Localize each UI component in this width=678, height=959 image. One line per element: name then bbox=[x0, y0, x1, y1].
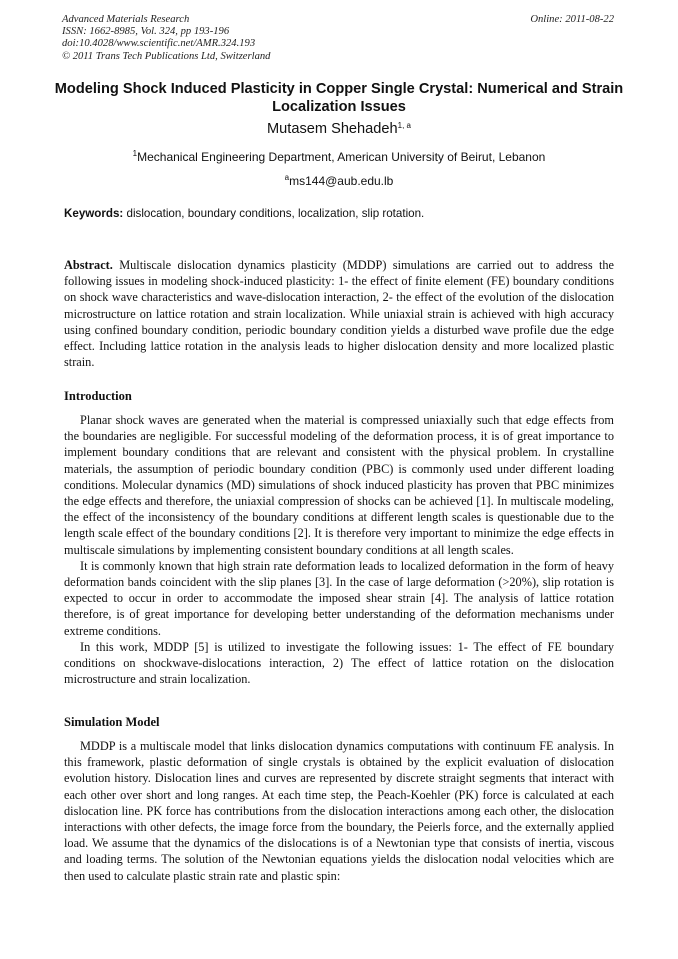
simulation-body bbox=[64, 738, 614, 884]
intro-paragraph: In this work, MDDP [5] is utilized to investigate the following issues: 1- The effect of FE boundary conditions on shockwave-dislocations interaction, 2) The effect of lattice rotation on the dislocation microstructure and strain localization. bbox=[64, 639, 614, 687]
introduction-body bbox=[64, 412, 614, 687]
abstract-label: Abstract. bbox=[64, 258, 113, 272]
email bbox=[0, 173, 678, 189]
author bbox=[0, 120, 678, 138]
issn: ISSN: 1662-8985, Vol. 324, pp 193-196 bbox=[62, 26, 230, 38]
simulation-paragraph: MDDP is a multiscale model that links dislocation dynamics computations with continuum FE analysis. In this framework, plastic deformation of single crystals is obtained by the explicit evaluation of dislocation evolution history. Dislocation lines and curves are represented by discrete straight segments that interact with each other over short and long ranges. At each time step, the Peach-Koehler (PK) force is calculated at each dislocation line. PK force has contributions from the dislocation interactions among each other, the dislocation interactions with other defects, the image force from the boundary, the Peierls force, and the externally applied load. We assume that the dynamics of the dislocations is of a Newtonian type that consists of inertia, viscous and loading terms. The solution of the Newtonian equations yields the dislocation nodal velocities which are then used to calculate plastic strain rate and plastic spin: bbox=[64, 739, 614, 883]
keywords-text: dislocation, boundary conditions, localization, slip rotation. bbox=[126, 207, 425, 220]
abstract-text: Multiscale dislocation dynamics plasticity (MDDP) simulations are carried out to address the following issues in modeling shock-induced plasticity: 1- the effect of finite element (FE) boundary conditions on shock wave characteristics and wave-dislocation interaction, 2- the effect of the evolution of the dislocation microstructure on lattice rotation and strain localization. While uniaxial strain is achieved with high accuracy using confined boundary condition, periodic boundary condition yields a disturbed wave profile due the edge effect. Including lattice rotation in the analysis leads to higher dislocation density and more localized plastic strain. bbox=[64, 258, 614, 370]
keywords-label: Keywords: bbox=[64, 207, 124, 220]
doi: doi:10.4028/www.scientific.net/AMR.324.193 bbox=[62, 38, 256, 50]
paper-title: Modeling Shock Induced Plasticity in Copper Single Crystal: Numerical and Strain Localization Issues bbox=[54, 81, 624, 115]
author-sup: 1, a bbox=[397, 121, 411, 130]
affiliation bbox=[0, 149, 678, 165]
author-name: Mutasem Shehadeh bbox=[267, 121, 398, 137]
abstract bbox=[64, 257, 614, 370]
online-date: Online: 2011-08-22 bbox=[530, 14, 614, 25]
affiliation-text: Mechanical Engineering Department, American University of Beirut, Lebanon bbox=[137, 150, 546, 164]
intro-paragraph: It is commonly known that high strain rate deformation leads to localized deformation in the form of heavy deformation bands coincident with the slip planes [3]. In the case of large deformation (>20%), slip rotation is expected to occur in order to accommodate the imposed shear strain [4]. The analysis of lattice rotation therefore, is of great importance for developing better understanding of the deformation mechanisms under extreme conditions. bbox=[64, 558, 614, 638]
journal-name: Advanced Materials Research bbox=[62, 14, 190, 25]
email-sup: a bbox=[284, 173, 290, 182]
keywords bbox=[64, 206, 624, 221]
introduction-heading: Introduction bbox=[64, 389, 132, 403]
email-text: ms144@aub.edu.lb bbox=[289, 174, 394, 188]
journal-header bbox=[62, 14, 618, 63]
affiliation-sup: 1 bbox=[132, 149, 138, 158]
simulation-heading: Simulation Model bbox=[64, 715, 160, 729]
intro-paragraph: Planar shock waves are generated when the material is compressed uniaxially such that edge effects from the boundaries are negligible. For successful modeling of the deformation process, it is of great importance to implement boundary conditions that are relevant and consistent with the physical problem. In crystalline materials, the assumption of periodic boundary condition (PBC) is commonly used under different loading conditions. Molecular dynamics (MD) simulations of shock induced plasticity has proven that PBC minimizes the edge effects and therefore, the uniaxial compression of shocks can be achieved [1]. In multiscale modeling, the effect of the inconsistency of the boundary conditions at different length scales is questionable due to the length scale effect of the boundary conditions [2]. It is therefore very important to minimize the edge effects in multiscale simulations by implementing consistent boundary conditions at all length scales. bbox=[64, 413, 614, 557]
copyright: © 2011 Trans Tech Publications Ltd, Switzerland bbox=[62, 50, 271, 62]
